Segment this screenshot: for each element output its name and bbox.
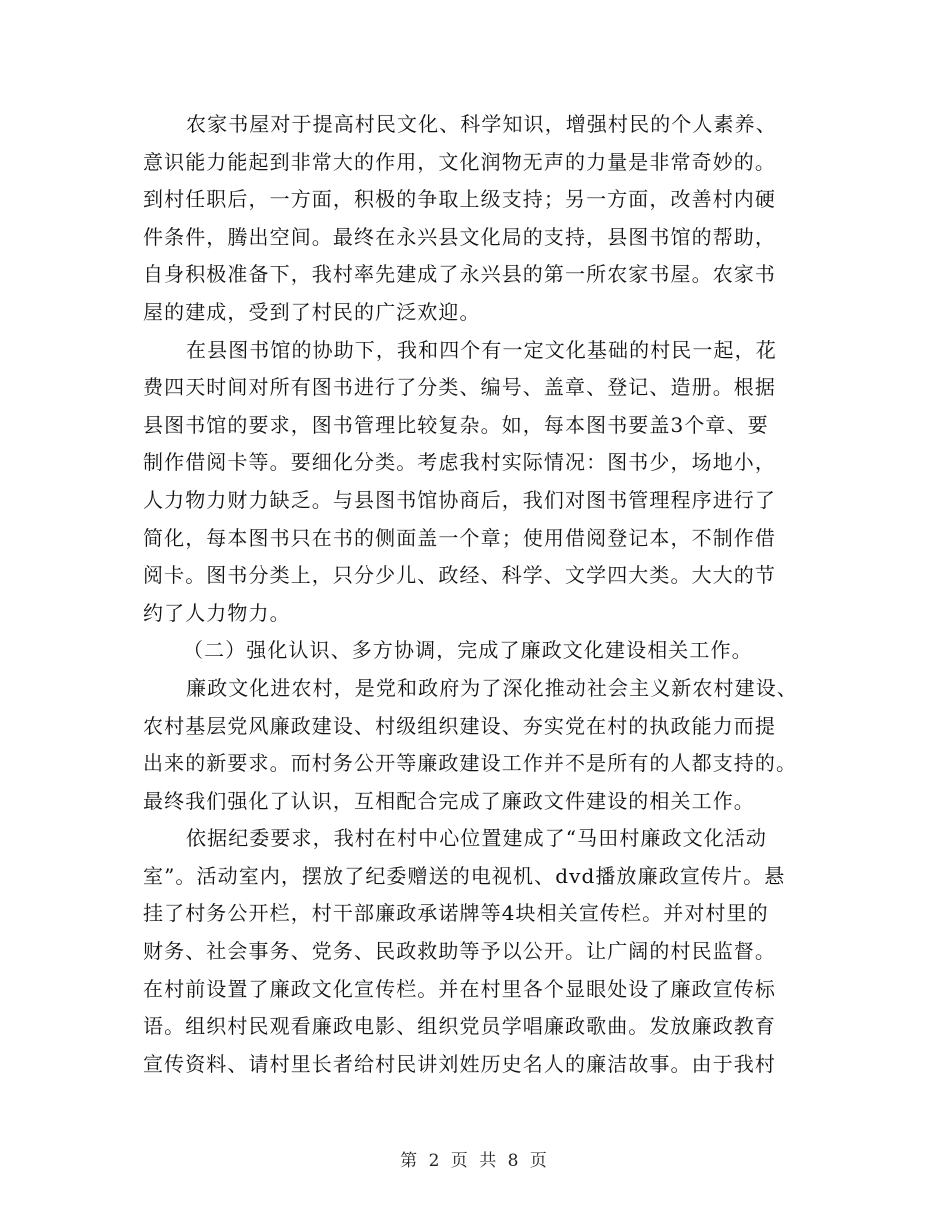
text-line: 依据纪委要求，我村在村中心位置建成了“马田村廉政文化活动: [186, 826, 768, 851]
text-line: 简化，每本图书只在书的侧面盖一个章；使用借阅登记本，不制作借: [143, 525, 776, 550]
text-line: 件条件，腾出空间。最终在永兴县文化局的支持，县图书馆的帮助，: [143, 224, 776, 249]
text-line: 阅卡。图书分类上，只分少儿、政经、科学、文学四大类。大大的节: [143, 563, 776, 588]
page-footer: 第 2 页 共 8 页: [400, 1151, 550, 1171]
text-line: 挂了村务公开栏，村干部廉政承诺牌等4块相关宣传栏。并对村里的: [143, 901, 769, 926]
text-line: 自身积极准备下，我村率先建成了永兴县的第一所农家书屋。农家书: [143, 262, 776, 287]
text-line: 制作借阅卡等。要细化分类。考虑我村实际情况：图书少，场地小，: [143, 450, 776, 475]
text-line: 廉政文化进农村，是党和政府为了深化推动社会主义新农村建设、: [186, 675, 798, 700]
text-line: 人力物力财力缺乏。与县图书馆协商后，我们对图书管理程序进行了: [143, 487, 776, 512]
text-line: 在村前设置了廉政文化宣传栏。并在村里各个显眼处设了廉政宣传标: [143, 976, 776, 1001]
text-line: 出来的新要求。而村务公开等廉政建设工作并不是所有的人都支持的。: [143, 751, 798, 776]
text-line: 到村任职后，一方面，积极的争取上级支持；另一方面，改善村内硬: [143, 187, 776, 212]
text-line: 屋的建成，受到了村民的广泛欢迎。: [143, 299, 481, 324]
text-line: 宣传资料、请村里长者给村民讲刘姓历史名人的廉洁故事。由于我村: [143, 1051, 776, 1076]
section-heading: （二）强化认识、多方协调，完成了廉政文化建设相关工作。: [183, 638, 753, 663]
text-line: 室”。活动室内，摆放了纪委赠送的电视机、dvd播放廉政宣传片。悬: [143, 863, 786, 888]
text-line: 农家书屋对于提高村民文化、科学知识，增强村民的个人素养、: [186, 112, 777, 136]
body-text: [143, 106, 811, 1083]
text-line: 在县图书馆的协助下，我和四个有一定文化基础的村民一起，花: [186, 337, 777, 362]
text-line: 费四天时间对所有图书进行了分类、编号、盖章、登记、造册。根据: [143, 375, 776, 400]
text-line: 县图书馆的要求，图书管理比较复杂。如，每本图书要盖3个章、要: [143, 412, 769, 437]
text-line: 农村基层党风廉政建设、村级组织建设、夯实党在村的执政能力而提: [143, 713, 776, 738]
text-line: 财务、社会事务、党务、民政救助等予以公开。让广阔的村民监督。: [143, 939, 776, 964]
text-line: 约了人力物力。: [143, 600, 291, 625]
text-line: 语。组织村民观看廉政电影、组织党员学唱廉政歌曲。发放廉政教育: [143, 1014, 776, 1039]
text-line: 最终我们强化了认识，互相配合完成了廉政文件建设的相关工作。: [143, 788, 755, 813]
text-line: 意识能力能起到非常大的作用，文化润物无声的力量是非常奇妙的。: [143, 149, 776, 174]
